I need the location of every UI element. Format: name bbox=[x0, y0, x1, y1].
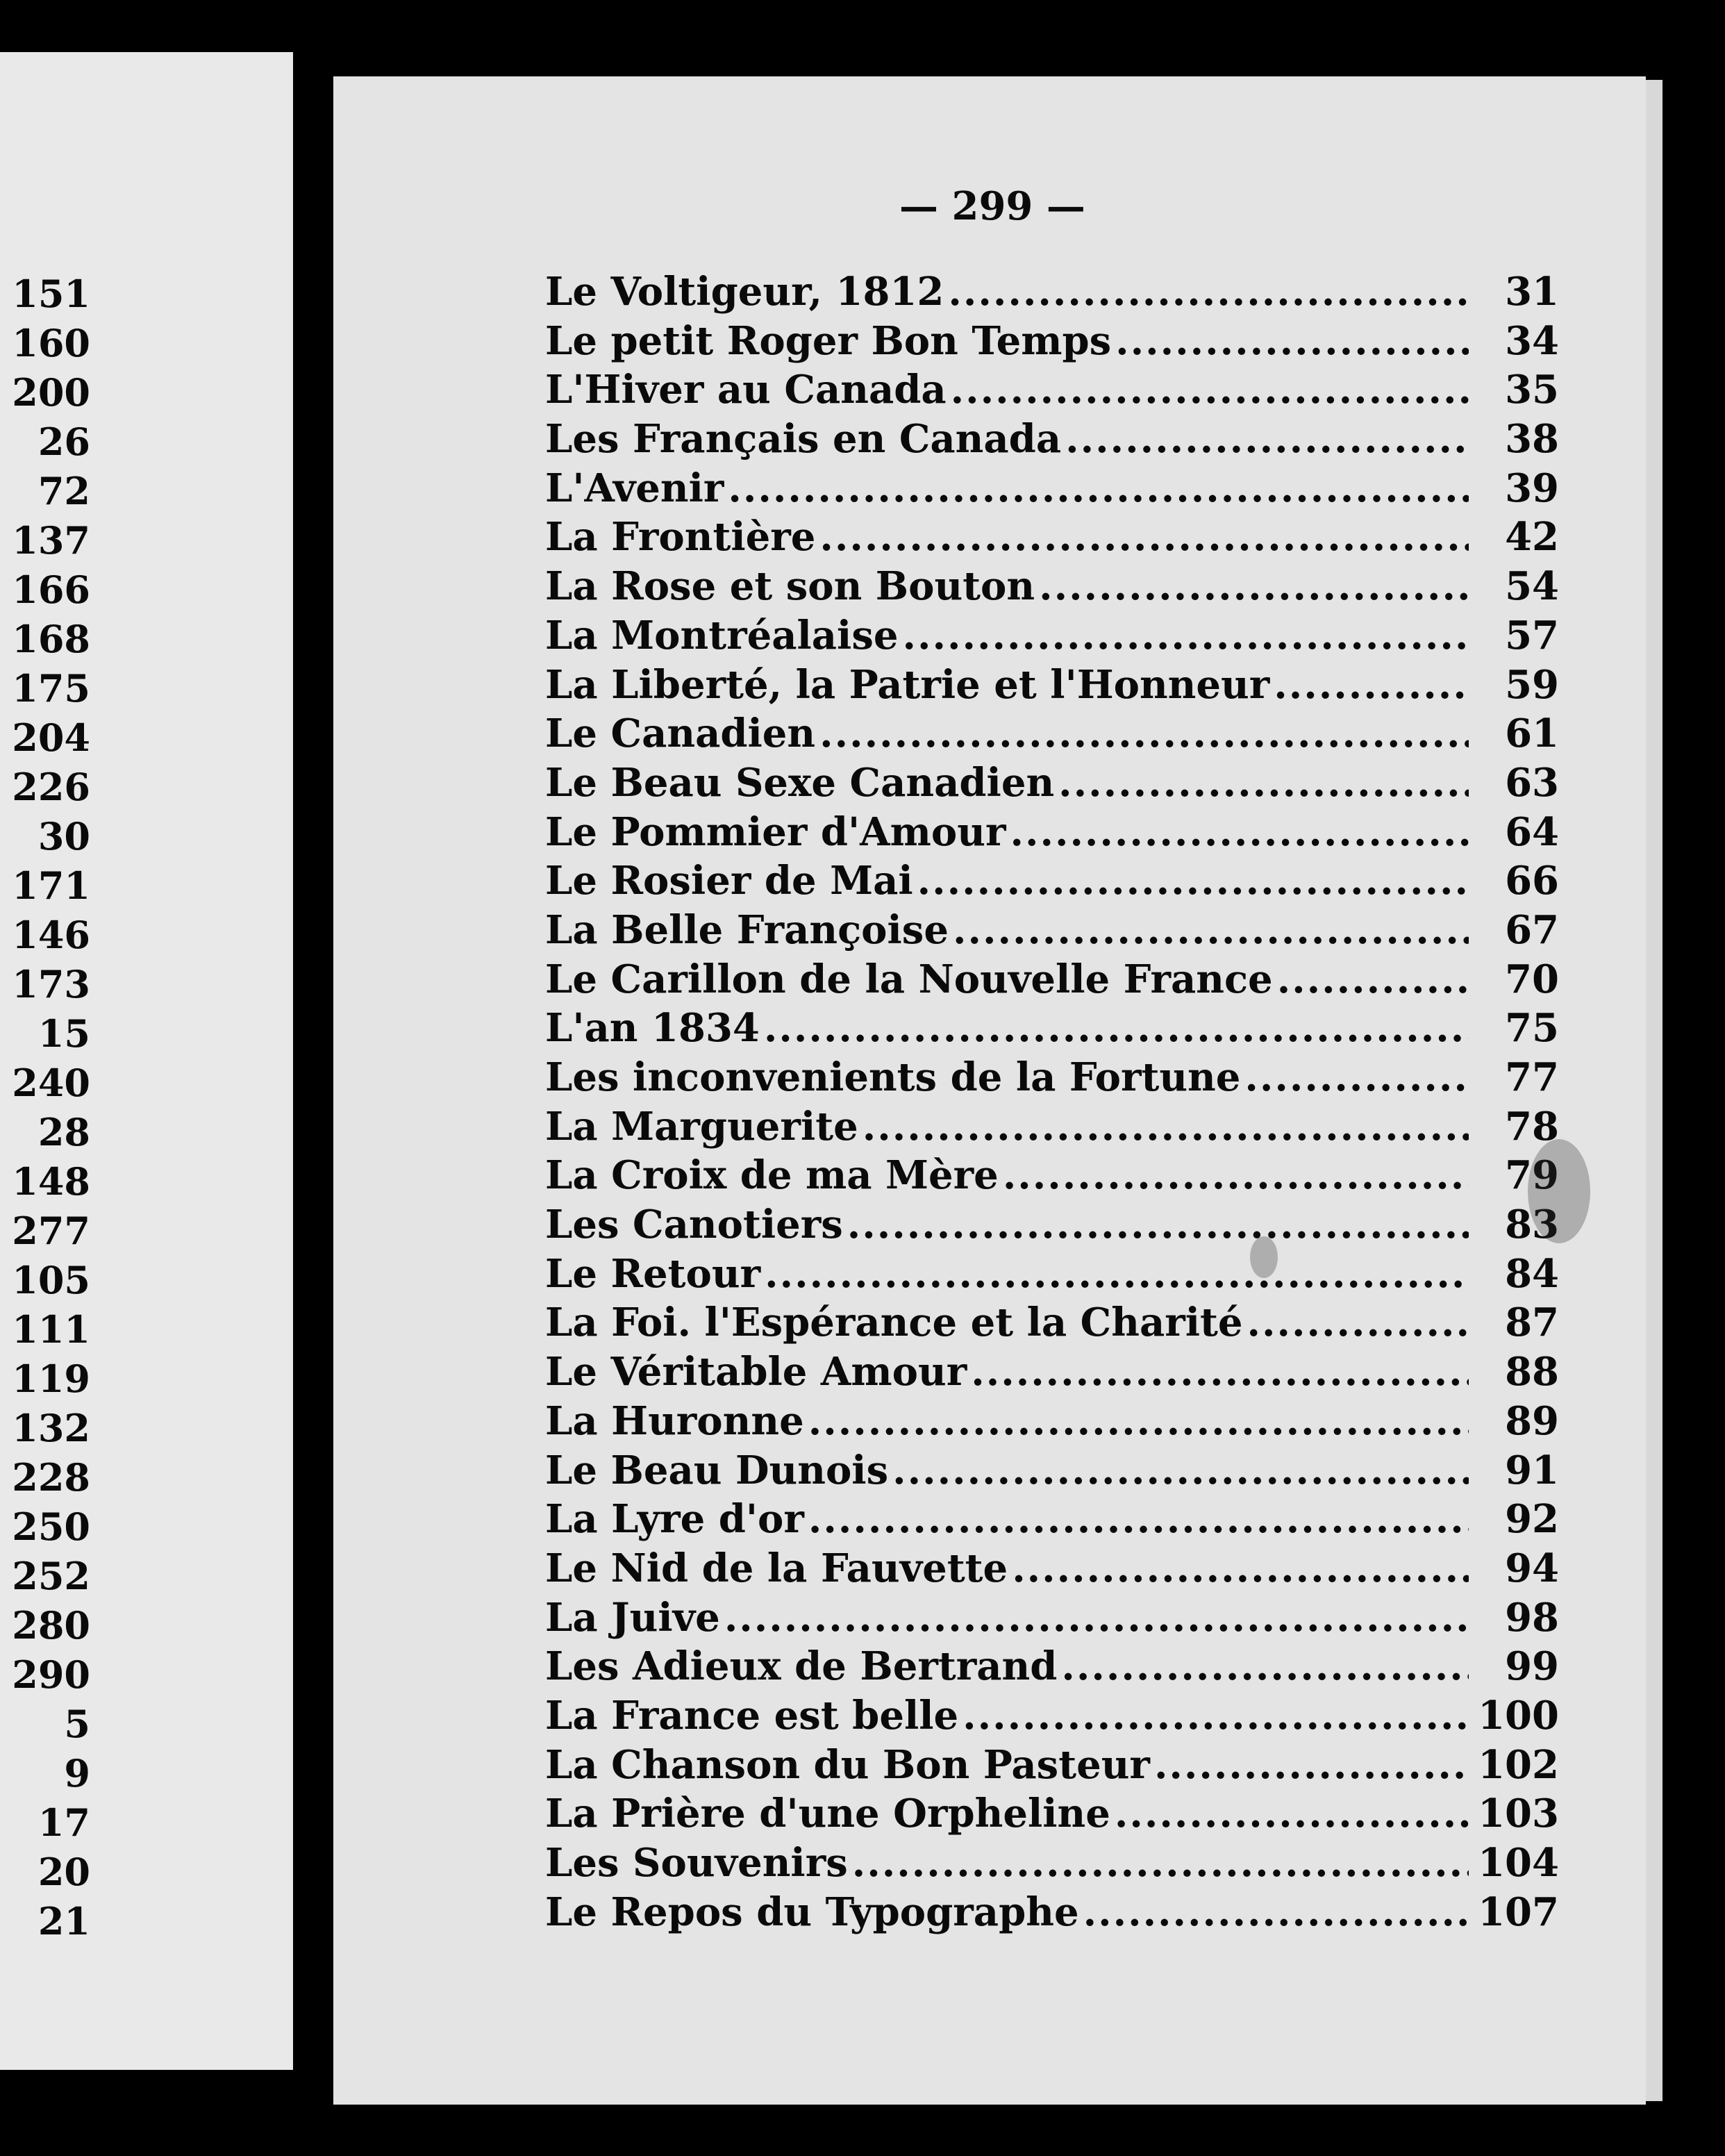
toc-entry-title: Le Pommier d'Amour bbox=[545, 808, 1006, 855]
toc-entry-page: 61 bbox=[1505, 711, 1559, 757]
left-page bbox=[0, 52, 293, 2070]
left-page-number: 160 bbox=[12, 321, 90, 365]
toc-entry-page: 98 bbox=[1505, 1594, 1559, 1641]
left-page-number: 240 bbox=[12, 1061, 90, 1105]
toc-entry bbox=[545, 1839, 1559, 1888]
toc-entry-title: Les Canotiers bbox=[545, 1202, 843, 1248]
left-page-number: 132 bbox=[12, 1406, 90, 1450]
dot-leader bbox=[1111, 317, 1469, 366]
toc-entry-page: 54 bbox=[1505, 563, 1559, 610]
toc-entry bbox=[545, 1446, 1559, 1495]
toc-entry-page: 91 bbox=[1505, 1447, 1559, 1493]
toc-entry-title: La Marguerite bbox=[545, 1103, 858, 1150]
left-page-number: 105 bbox=[12, 1258, 90, 1302]
dot-leader bbox=[947, 365, 1469, 415]
toc-entry-page: 67 bbox=[1505, 906, 1559, 953]
left-page-number: 204 bbox=[12, 715, 90, 760]
dot-leader bbox=[1061, 415, 1469, 464]
left-page-number: 119 bbox=[12, 1357, 90, 1401]
toc-entry-title: Le Canadien bbox=[545, 711, 816, 757]
table-of-contents bbox=[545, 267, 1559, 1937]
toc-entry bbox=[545, 267, 1559, 317]
dot-leader bbox=[804, 1397, 1469, 1446]
left-page-number: 290 bbox=[12, 1652, 90, 1697]
toc-entry-page: 79 bbox=[1505, 1152, 1559, 1199]
toc-entry-page: 92 bbox=[1505, 1496, 1559, 1543]
toc-entry-title: La Frontière bbox=[545, 514, 816, 561]
toc-entry bbox=[545, 1691, 1559, 1741]
right-page bbox=[333, 76, 1646, 2105]
toc-entry-title: La Chanson du Bon Pasteur bbox=[545, 1741, 1150, 1788]
dot-leader bbox=[1269, 661, 1469, 710]
dot-leader bbox=[888, 1446, 1469, 1495]
left-page-number: 228 bbox=[12, 1455, 90, 1500]
toc-entry-title: La Lyre d'or bbox=[545, 1496, 804, 1543]
toc-entry-title: Le Véritable Amour bbox=[545, 1349, 967, 1395]
toc-entry-page: 75 bbox=[1505, 1005, 1559, 1052]
toc-entry bbox=[545, 1544, 1559, 1593]
toc-entry-title: La Rose et son Bouton bbox=[545, 563, 1035, 610]
dot-leader bbox=[1054, 758, 1469, 808]
left-page-number: 17 bbox=[38, 1800, 90, 1845]
toc-entry bbox=[545, 709, 1559, 758]
toc-entry bbox=[545, 1053, 1559, 1102]
toc-entry-page: 84 bbox=[1505, 1250, 1559, 1297]
dot-leader bbox=[815, 513, 1469, 562]
dot-leader bbox=[760, 1004, 1469, 1053]
toc-entry-page: 66 bbox=[1505, 858, 1559, 904]
toc-entry-title: Les Adieux de Bertrand bbox=[545, 1643, 1058, 1690]
left-page-number: 171 bbox=[12, 863, 90, 908]
toc-entry-title: Le Rosier de Mai bbox=[545, 858, 913, 904]
left-page-number: 146 bbox=[12, 913, 90, 957]
dot-leader bbox=[898, 611, 1469, 661]
toc-entry bbox=[545, 758, 1559, 808]
toc-entry-title: La Liberté, la Patrie et l'Honneur bbox=[545, 661, 1270, 708]
toc-entry-title: La Foi. l'Espérance et la Charité bbox=[545, 1300, 1243, 1346]
toc-entry-title: Le Carillon de la Nouvelle France bbox=[545, 956, 1273, 1002]
toc-entry-title: Le Beau Sexe Canadien bbox=[545, 759, 1055, 806]
toc-entry-title: La France est belle bbox=[545, 1692, 959, 1739]
left-page-number: 175 bbox=[12, 666, 90, 711]
toc-entry-page: 38 bbox=[1505, 416, 1559, 463]
dot-leader bbox=[958, 1691, 1469, 1741]
left-page-number: 30 bbox=[38, 814, 90, 859]
toc-entry bbox=[545, 1495, 1559, 1544]
toc-entry bbox=[545, 1151, 1559, 1200]
toc-entry-page: 59 bbox=[1505, 661, 1559, 708]
left-page-number: 148 bbox=[12, 1159, 90, 1204]
toc-entry-page: 99 bbox=[1505, 1643, 1559, 1690]
toc-entry-page: 107 bbox=[1478, 1889, 1559, 1935]
toc-entry bbox=[545, 1348, 1559, 1397]
toc-entry bbox=[545, 1200, 1559, 1250]
ink-smudge bbox=[1250, 1236, 1278, 1278]
toc-entry bbox=[545, 1888, 1559, 1937]
dot-leader bbox=[843, 1200, 1469, 1250]
toc-entry bbox=[545, 1789, 1559, 1839]
toc-entry-page: 39 bbox=[1505, 465, 1559, 511]
toc-entry bbox=[545, 1593, 1559, 1643]
toc-entry-title: La Montréalaise bbox=[545, 612, 899, 658]
toc-entry-title: La Juive bbox=[545, 1594, 720, 1641]
dot-leader bbox=[967, 1348, 1469, 1397]
toc-entry bbox=[545, 808, 1559, 857]
left-page-number: 15 bbox=[38, 1011, 90, 1056]
toc-entry bbox=[545, 317, 1559, 366]
page-number: — 299 — bbox=[899, 183, 1085, 229]
toc-entry bbox=[545, 1250, 1559, 1299]
toc-entry-page: 94 bbox=[1505, 1545, 1559, 1591]
toc-entry-page: 42 bbox=[1505, 514, 1559, 561]
toc-entry-page: 103 bbox=[1478, 1791, 1559, 1837]
toc-entry-title: Le Voltigeur, 1812 bbox=[545, 269, 944, 315]
left-page-number-column bbox=[0, 270, 90, 1946]
toc-entry bbox=[545, 1741, 1559, 1790]
dot-leader bbox=[804, 1495, 1469, 1544]
toc-entry-page: 77 bbox=[1505, 1054, 1559, 1100]
left-page-number: 168 bbox=[12, 617, 90, 661]
left-page-number: 72 bbox=[38, 469, 90, 513]
left-page-number: 166 bbox=[12, 567, 90, 612]
toc-entry-page: 57 bbox=[1505, 612, 1559, 658]
dot-leader bbox=[944, 267, 1469, 317]
dot-leader bbox=[1006, 808, 1469, 857]
toc-entry-page: 78 bbox=[1505, 1103, 1559, 1150]
left-page-number: 20 bbox=[38, 1850, 90, 1894]
dot-leader bbox=[720, 1593, 1469, 1643]
toc-entry bbox=[545, 513, 1559, 562]
toc-entry-page: 83 bbox=[1505, 1202, 1559, 1248]
left-page-number: 277 bbox=[12, 1209, 90, 1253]
dot-leader bbox=[913, 856, 1469, 906]
toc-entry-title: L'Hiver au Canada bbox=[545, 367, 947, 413]
dot-leader bbox=[1273, 955, 1469, 1004]
toc-entry-title: Le Retour bbox=[545, 1250, 761, 1297]
toc-entry-page: 102 bbox=[1478, 1741, 1559, 1788]
toc-entry-page: 100 bbox=[1478, 1692, 1559, 1739]
toc-entry-page: 63 bbox=[1505, 759, 1559, 806]
left-page-number: 200 bbox=[12, 370, 90, 415]
dot-leader bbox=[949, 906, 1469, 955]
left-page-number: 28 bbox=[38, 1110, 90, 1154]
dot-leader bbox=[1079, 1888, 1469, 1937]
toc-entry bbox=[545, 1642, 1559, 1691]
toc-entry-title: Le Repos du Typographe bbox=[545, 1889, 1079, 1935]
dot-leader bbox=[848, 1839, 1469, 1888]
dot-leader bbox=[1035, 562, 1469, 611]
toc-entry bbox=[545, 1102, 1559, 1152]
dot-leader bbox=[1057, 1642, 1469, 1691]
toc-entry bbox=[545, 661, 1559, 710]
toc-entry-page: 70 bbox=[1505, 956, 1559, 1002]
toc-entry-title: La Belle Françoise bbox=[545, 906, 949, 953]
toc-entry-page: 35 bbox=[1505, 367, 1559, 413]
toc-entry bbox=[545, 1004, 1559, 1053]
dot-leader bbox=[1240, 1053, 1469, 1102]
toc-entry-title: L'Avenir bbox=[545, 465, 724, 511]
toc-entry bbox=[545, 562, 1559, 611]
dot-leader bbox=[1150, 1741, 1469, 1790]
left-page-number: 280 bbox=[12, 1603, 90, 1648]
toc-entry bbox=[545, 856, 1559, 906]
left-page-number: 21 bbox=[38, 1899, 90, 1943]
left-page-number: 250 bbox=[12, 1504, 90, 1549]
toc-entry bbox=[545, 906, 1559, 955]
toc-entry bbox=[545, 611, 1559, 661]
toc-entry-title: Le Nid de la Fauvette bbox=[545, 1545, 1008, 1591]
toc-entry-page: 34 bbox=[1505, 317, 1559, 364]
left-page-number: 151 bbox=[12, 272, 90, 316]
ink-smudge bbox=[1528, 1139, 1590, 1243]
toc-entry-page: 88 bbox=[1505, 1349, 1559, 1395]
dot-leader bbox=[1110, 1789, 1469, 1839]
dot-leader bbox=[760, 1250, 1469, 1299]
toc-entry-title: Les inconvenients de la Fortune bbox=[545, 1054, 1241, 1100]
left-page-number: 111 bbox=[12, 1307, 90, 1352]
left-page-number: 5 bbox=[64, 1702, 90, 1746]
toc-entry bbox=[545, 464, 1559, 513]
dot-leader bbox=[1243, 1298, 1469, 1348]
toc-entry-title: La Croix de ma Mère bbox=[545, 1152, 999, 1199]
dot-leader bbox=[815, 709, 1469, 758]
toc-entry-title: L'an 1834 bbox=[545, 1005, 760, 1052]
toc-entry-page: 87 bbox=[1505, 1300, 1559, 1346]
left-page-number: 26 bbox=[38, 420, 90, 464]
left-page-number: 9 bbox=[64, 1751, 90, 1796]
dot-leader bbox=[1008, 1544, 1469, 1593]
toc-entry-title: La Prière d'une Orpheline bbox=[545, 1791, 1110, 1837]
dot-leader bbox=[858, 1102, 1469, 1152]
left-page-number: 137 bbox=[12, 518, 90, 563]
toc-entry bbox=[545, 365, 1559, 415]
toc-entry-page: 64 bbox=[1505, 808, 1559, 855]
toc-entry-page: 104 bbox=[1478, 1840, 1559, 1886]
dot-leader bbox=[999, 1151, 1469, 1200]
left-page-number: 173 bbox=[12, 962, 90, 1006]
left-page-number: 252 bbox=[12, 1554, 90, 1598]
dot-leader bbox=[724, 464, 1469, 513]
toc-entry bbox=[545, 955, 1559, 1004]
toc-entry bbox=[545, 1298, 1559, 1348]
toc-entry-title: Les Français en Canada bbox=[545, 416, 1062, 463]
left-page-number: 226 bbox=[12, 765, 90, 809]
toc-entry-page: 31 bbox=[1505, 269, 1559, 315]
toc-entry bbox=[545, 1397, 1559, 1446]
toc-entry-title: Les Souvenirs bbox=[545, 1840, 848, 1886]
toc-entry-title: La Huronne bbox=[545, 1398, 804, 1444]
toc-entry-title: Le Beau Dunois bbox=[545, 1447, 889, 1493]
toc-entry-page: 89 bbox=[1505, 1398, 1559, 1444]
page-edge bbox=[1646, 80, 1662, 2101]
toc-entry-title: Le petit Roger Bon Temps bbox=[545, 317, 1112, 364]
toc-entry bbox=[545, 415, 1559, 464]
